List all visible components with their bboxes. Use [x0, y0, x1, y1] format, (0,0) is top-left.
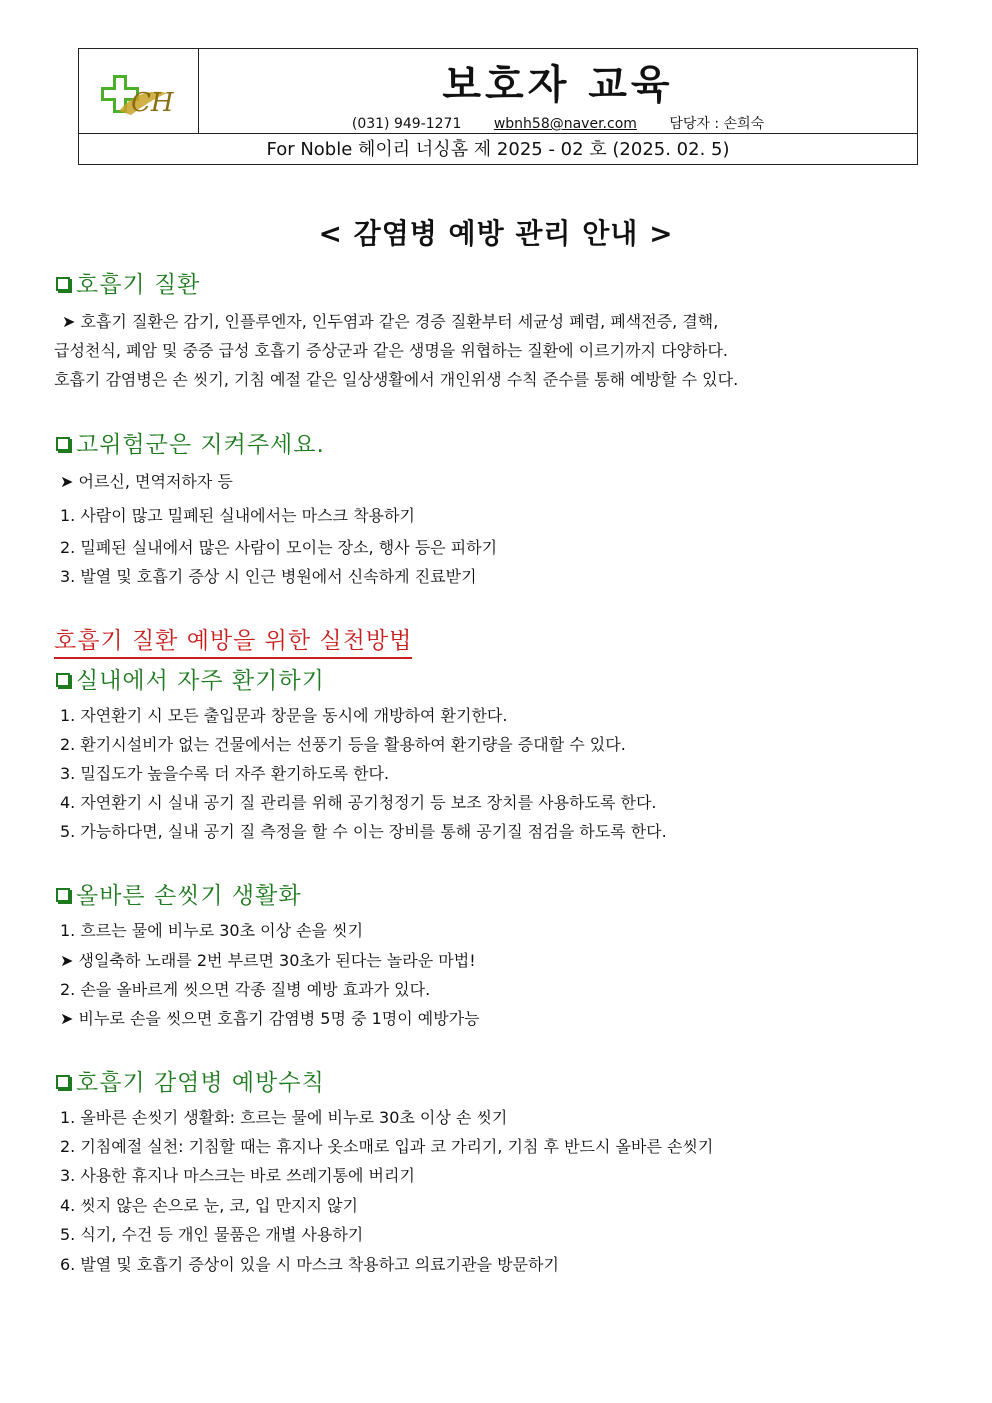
section-heading-rules: 호흡기 감염병 예방수칙 [56, 1064, 325, 1097]
list-item: ➤ 비누로 손을 씻으면 호흡기 감염병 5명 중 1명이 예방가능 [60, 1009, 480, 1028]
list-item: 6. 발열 및 호흡기 증상이 있을 시 마스크 착용하고 의료기관을 방문하기 [60, 1255, 559, 1274]
checkbox-icon [56, 673, 70, 687]
list-item: ➤ 어르신, 면역저하자 등 [60, 472, 233, 491]
section-heading-ventilation: 실내에서 자주 환기하기 [56, 662, 325, 695]
list-item: 2. 손을 올바르게 씻으면 각종 질병 예방 효과가 있다. [60, 980, 431, 999]
list-item: ➤ 생일축하 노래를 2번 부르면 30초가 된다는 놀라운 마법! [60, 951, 476, 970]
list-item: 3. 발열 및 호흡기 증상 시 인근 병원에서 신속하게 진료받기 [60, 567, 477, 586]
manager-name: 담당자 : 손희숙 [669, 116, 765, 132]
list-item: 2. 밀폐된 실내에서 많은 사람이 모이는 장소, 행사 등은 피하기 [60, 538, 498, 557]
checkbox-icon [56, 277, 70, 291]
paragraph-line: 급성천식, 폐암 및 중증 급성 호흡기 증상군과 같은 생명을 위협하는 질환에 이르기까지 다양하다. [54, 341, 728, 360]
list-item: 3. 밀집도가 높을수록 더 자주 환기하도록 한다. [60, 764, 390, 783]
paragraph-line: ➤ 호흡기 질환은 감기, 인플루엔자, 인두염과 같은 경증 질환부터 세균성 폐렴, 폐색전증, 결핵, [62, 312, 719, 331]
section-heading-high-risk: 고위험군은 지켜주세요. [56, 426, 325, 459]
section-heading-respiratory: 호흡기 질환 [56, 266, 200, 299]
header-box [78, 48, 918, 165]
phone-number: (031) 949-1271 [351, 116, 462, 132]
title-cell [199, 49, 917, 133]
hospital-logo [79, 49, 199, 133]
list-item: 1. 자연환기 시 모든 출입문과 창문을 동시에 개방하여 환기한다. [60, 706, 508, 725]
list-item: 4. 자연환기 시 실내 공기 질 관리를 위해 공기청정기 등 보조 장치를 사용하도록 한다. [60, 793, 657, 812]
logo-text: CH [131, 88, 174, 118]
practice-title: 호흡기 질환 예방을 위한 실천방법 [54, 622, 412, 659]
section-heading-handwash: 올바른 손씻기 생활화 [56, 877, 302, 910]
email-link[interactable]: wbnh58@naver.com [493, 116, 637, 132]
list-item: 4. 씻지 않은 손으로 눈, 코, 입 만지지 않기 [60, 1196, 358, 1215]
list-item: 5. 식기, 수건 등 개인 물품은 개별 사용하기 [60, 1225, 364, 1244]
list-item: 2. 기침예절 실천: 기침할 때는 휴지나 옷소매로 입과 코 가리기, 기침 후 반드시 올바른 손씻기 [60, 1137, 714, 1156]
list-item: 3. 사용한 휴지나 마스크는 바로 쓰레기통에 버리기 [60, 1166, 415, 1185]
page-title: 보호자 교육 [442, 62, 674, 108]
list-item: 2. 환기시설비가 없는 건물에서는 선풍기 등을 활용하여 환기량을 증대할 수 있다. [60, 735, 626, 754]
list-item: 1. 올바른 손씻기 생활화: 흐르는 물에 비누로 30초 이상 손 씻기 [60, 1108, 508, 1127]
checkbox-icon [56, 888, 70, 902]
logo-cell [79, 49, 199, 133]
checkbox-icon [56, 437, 70, 451]
checkbox-icon [56, 1075, 70, 1089]
list-item: 1. 흐르는 물에 비누로 30초 이상 손을 씻기 [60, 921, 364, 940]
paragraph-line: 호흡기 감염병은 손 씻기, 기침 예절 같은 일상생활에서 개인위생 수칙 준수를 통해 예방할 수 있다. [54, 370, 739, 389]
issue-line: For Noble 헤이리 너싱홈 제 2025 - 02 호 (2025. 02. 5) [79, 133, 917, 165]
contact-line [199, 113, 917, 133]
list-item: 5. 가능하다면, 실내 공기 질 측정을 할 수 이는 장비를 통해 공기질 점검을 하도록 한다. [60, 822, 667, 841]
document-title: < 감염병 예방 관리 안내 > [318, 217, 674, 250]
list-item: 1. 사람이 많고 밀폐된 실내에서는 마스크 착용하기 [60, 506, 415, 525]
